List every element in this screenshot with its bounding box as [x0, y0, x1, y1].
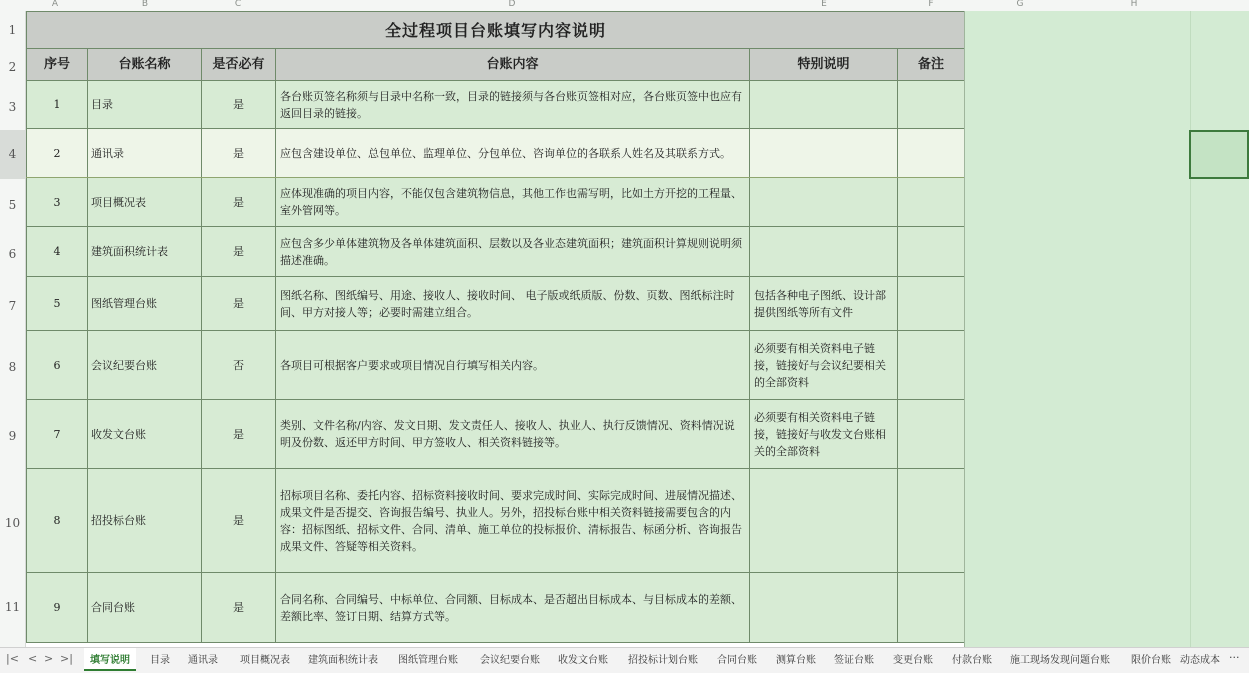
cell-note[interactable]	[750, 81, 898, 129]
column-header-h[interactable]: H	[1130, 0, 1138, 9]
row-header-7[interactable]: 7	[8, 299, 17, 313]
cell-no[interactable]: 1	[27, 81, 88, 129]
cell-content[interactable]: 应体现准确的项目内容，不能仅包含建筑物信息，其他工作也需写明，比如土方开挖的工程量、室外管网等。	[276, 178, 750, 227]
cell-no[interactable]: 2	[27, 129, 88, 178]
cell-required[interactable]: 是	[202, 81, 276, 129]
cell-note[interactable]	[750, 227, 898, 277]
cell-content[interactable]: 类别、文件名称/内容、发文日期、发文责任人、接收人、执业人、执行反馈情况、资料情况说明及份数、返还甲方时间、甲方签收人、相关资料链接等。	[276, 400, 750, 469]
table-title[interactable]: 全过程项目台账填写内容说明	[27, 12, 965, 49]
table-row	[27, 573, 965, 643]
row-header-6[interactable]: 6	[8, 247, 17, 261]
cell-name[interactable]: 建筑面积统计表	[88, 227, 202, 277]
cell-no[interactable]: 7	[27, 400, 88, 469]
prev-sheet-button[interactable]: <	[28, 652, 38, 665]
sheet-tab[interactable]: 动态成本	[1180, 655, 1220, 666]
header-remark[interactable]: 备注	[898, 49, 965, 81]
sheet-tab[interactable]: 签证台账	[834, 655, 874, 666]
last-sheet-button[interactable]: >|	[60, 652, 73, 665]
cell-remark[interactable]	[898, 129, 965, 178]
cell-required[interactable]: 是	[202, 178, 276, 227]
column-divider	[1190, 11, 1191, 647]
table-row	[27, 469, 965, 573]
column-header-e[interactable]: E	[821, 0, 827, 9]
first-sheet-button[interactable]: |<	[6, 652, 19, 665]
cell-name[interactable]: 图纸管理台账	[88, 277, 202, 331]
header-name[interactable]: 台账名称	[88, 49, 202, 81]
table-row	[27, 227, 965, 277]
cell-remark[interactable]	[898, 400, 965, 469]
header-note[interactable]: 特别说明	[750, 49, 898, 81]
cell-content[interactable]: 各台账页签名称须与目录中名称一致，目录的链接须与各台账页签相对应，各台账页签中也应有返回目录的链接。	[276, 81, 750, 129]
cell-content[interactable]: 应包含建设单位、总包单位、监理单位、分包单位、咨询单位的各联系人姓名及其联系方式。	[276, 129, 750, 178]
cell-name[interactable]: 会议纪要台账	[88, 331, 202, 400]
row-header-4[interactable]: 4	[0, 130, 25, 179]
sheet-tab[interactable]: 项目概况表	[240, 655, 290, 666]
column-header-d[interactable]: D	[508, 0, 516, 9]
cell-name[interactable]: 项目概况表	[88, 178, 202, 227]
cell-note[interactable]: 必须要有相关资料电子链接，链接好与收发文台账相关的全部资料	[750, 400, 898, 469]
header-content[interactable]: 台账内容	[276, 49, 750, 81]
row-header-8[interactable]: 8	[8, 360, 17, 374]
row-header-2[interactable]: 2	[8, 60, 17, 74]
table-row	[27, 277, 965, 331]
sheet-tab[interactable]: 图纸管理台账	[398, 655, 458, 666]
cell-no[interactable]: 9	[27, 573, 88, 643]
sheet-tab[interactable]: 测算台账	[776, 655, 816, 666]
cell-no[interactable]: 6	[27, 331, 88, 400]
row-header-10[interactable]: 10	[4, 516, 21, 530]
column-header-f[interactable]: F	[928, 0, 934, 9]
cell-content[interactable]: 应包含多少单体建筑物及各单体建筑面积、层数以及各业态建筑面积；建筑面积计算规则说明须描述准确。	[276, 227, 750, 277]
cell-no[interactable]: 4	[27, 227, 88, 277]
row-header-1[interactable]: 1	[8, 23, 17, 37]
selected-cell[interactable]	[1189, 130, 1249, 179]
column-header-g[interactable]: G	[1016, 0, 1024, 9]
row-header-11[interactable]: 11	[4, 600, 21, 614]
table-row	[27, 178, 965, 227]
cell-note[interactable]	[750, 129, 898, 178]
sheet-tab[interactable]: 会议纪要台账	[480, 655, 540, 666]
cell-no[interactable]: 5	[27, 277, 88, 331]
cell-note[interactable]	[750, 178, 898, 227]
cell-remark[interactable]	[898, 469, 965, 573]
cell-remark[interactable]	[898, 227, 965, 277]
sheet-tab[interactable]: 付款台账	[952, 655, 992, 666]
cell-remark[interactable]	[898, 178, 965, 227]
cell-content[interactable]: 合同名称、合同编号、中标单位、合同额、目标成本、是否超出目标成本、与目标成本的差额、差额比率、签订日期、结算方式等。	[276, 573, 750, 643]
sheet-tab[interactable]: 招投标计划台账	[628, 655, 698, 666]
cell-name[interactable]: 合同台账	[88, 573, 202, 643]
header-required[interactable]: 是否必有	[202, 49, 276, 81]
sheet-tab[interactable]: 通讯录	[188, 655, 218, 666]
more-tabs-button[interactable]: ···	[1229, 651, 1240, 664]
cell-note[interactable]: 必须要有相关资料电子链接，链接好与会议纪要相关的全部资料	[750, 331, 898, 400]
sheet-tab-active[interactable]: 填写说明	[84, 648, 136, 671]
sheet-tab[interactable]: 限价台账	[1131, 655, 1171, 666]
cell-required[interactable]: 是	[202, 573, 276, 643]
sheet-tab[interactable]: 收发文台账	[558, 655, 608, 666]
sheet-tab[interactable]: 建筑面积统计表	[308, 655, 378, 666]
cell-required[interactable]: 否	[202, 331, 276, 400]
table-row	[27, 129, 965, 178]
sheet-tab[interactable]: 变更台账	[893, 655, 933, 666]
table-row	[27, 400, 965, 469]
cell-remark[interactable]	[898, 331, 965, 400]
cell-remark[interactable]	[898, 573, 965, 643]
table-row	[27, 331, 965, 400]
ledger-instruction-table	[26, 11, 964, 643]
row-header-3[interactable]: 3	[8, 100, 17, 114]
cell-no[interactable]: 3	[27, 178, 88, 227]
cell-name[interactable]: 目录	[88, 81, 202, 129]
cell-required[interactable]: 是	[202, 469, 276, 573]
cell-content[interactable]: 图纸名称、图纸编号、用途、接收人、接收时间、 电子版或纸质版、份数、页数、图纸标注时间、甲方对接人等；必要时需建立组合。	[276, 277, 750, 331]
column-header-a[interactable]: A	[51, 0, 59, 9]
sheet-tab[interactable]: 目录	[150, 655, 170, 666]
cell-name[interactable]: 通讯录	[88, 129, 202, 178]
cell-required[interactable]: 是	[202, 277, 276, 331]
cell-remark[interactable]	[898, 277, 965, 331]
sheet-tab[interactable]: 合同台账	[717, 655, 757, 666]
cell-required[interactable]: 是	[202, 400, 276, 469]
cell-note[interactable]	[750, 469, 898, 573]
cell-content[interactable]: 招标项目名称、委托内容、招标资料接收时间、要求完成时间、实际完成时间、进展情况描述、成果文件是否提交、咨询报告编号、执业人。另外，招投标台账中相关资料链接需要包含的内容：招标图纸、招标文件、合同、清单、施工单位的投标报价、清标报告、标函分析、咨询报告成果文件、答疑等相关资料。	[276, 469, 750, 573]
table-row	[27, 81, 965, 129]
table-area	[26, 11, 964, 647]
cell-note[interactable]: 包括各种电子图纸、设计部提供图纸等所有文件	[750, 277, 898, 331]
sheet-tab-bar	[0, 647, 1249, 673]
header-no[interactable]: 序号	[27, 49, 88, 81]
row-header-5[interactable]: 5	[8, 198, 17, 212]
cell-required[interactable]: 是	[202, 129, 276, 178]
column-header-c[interactable]: C	[234, 0, 242, 9]
cell-name[interactable]: 招投标台账	[88, 469, 202, 573]
column-header-b[interactable]: B	[141, 0, 149, 9]
cell-remark[interactable]	[898, 81, 965, 129]
sheet-tab[interactable]: 施工现场发现问题台账	[1010, 655, 1110, 666]
cell-required[interactable]: 是	[202, 227, 276, 277]
next-sheet-button[interactable]: >	[44, 652, 54, 665]
cell-no[interactable]: 8	[27, 469, 88, 573]
row-header-9[interactable]: 9	[8, 429, 17, 443]
cell-content[interactable]: 各项目可根据客户要求或项目情况自行填写相关内容。	[276, 331, 750, 400]
empty-cells-area[interactable]	[964, 11, 1249, 647]
cell-note[interactable]	[750, 573, 898, 643]
cell-name[interactable]: 收发文台账	[88, 400, 202, 469]
